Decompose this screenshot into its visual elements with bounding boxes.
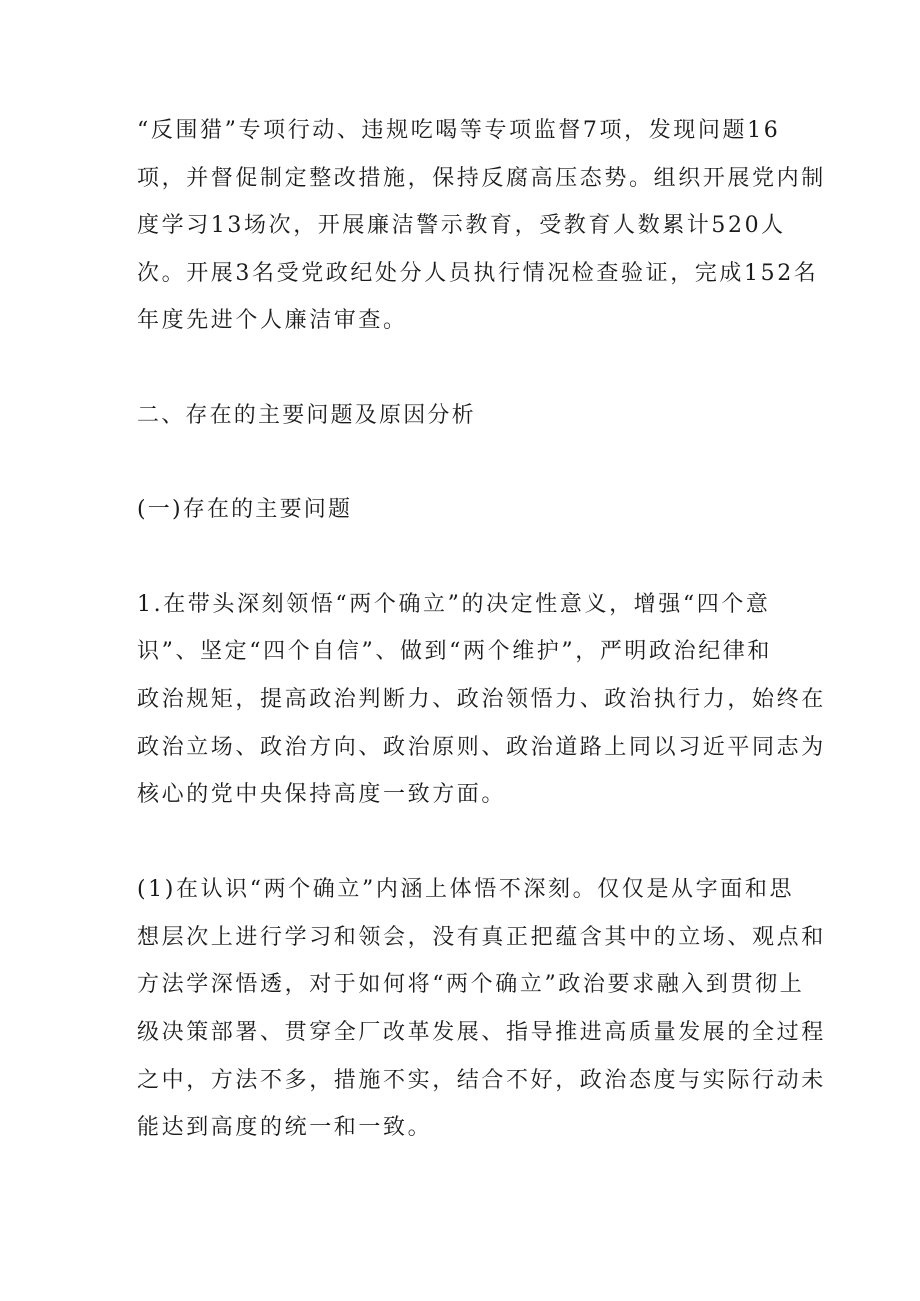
paragraph-1-line-1: “反围猎”专项行动、违规吃喝等专项监督7项，发现问题16 — [137, 118, 781, 143]
item-1-line-2: 识”、坚定“四个自信”、做到“两个维护”，严明政治纪律和 — [137, 639, 773, 664]
item-1-1-line-3: 方法学深悟透，对于如何将“两个确立”政治要求融入到贯彻上 — [137, 972, 805, 997]
item-1-line-3: 政治规矩，提高政治判断力、政治领悟力、政治执行力，始终在 — [137, 687, 826, 712]
item-1-1-line-2: 想层次上进行学习和领会，没有真正把蕴含其中的立场、观点和 — [137, 925, 826, 950]
item-1-line-1: 1.在带头深刻领悟“两个确立”的决定性意义，增强“四个意 — [137, 592, 771, 617]
section-heading: 二、存在的主要问题及原因分析 — [137, 403, 476, 428]
item-1-1-line-1: (1)在认识“两个确立”内涵上体悟不深刻。仅仅是从字面和思 — [137, 877, 795, 902]
item-1-1-line-6: 能达到高度的统一和一致。 — [137, 1115, 433, 1140]
item-1-line-4: 政治立场、政治方向、政治原则、政治道路上同以习近平同志为 — [137, 735, 826, 760]
paragraph-1-line-4: 次。开展3名受党政纪处分人员执行情况检查验证，完成152名 — [137, 261, 819, 286]
subsection-heading: (一)存在的主要问题 — [137, 497, 353, 522]
paragraph-1-line-3: 度学习13场次，开展廉洁警示教育，受教育人数累计520人 — [137, 213, 786, 238]
item-1-line-5: 核心的党中央保持高度一致方面。 — [137, 782, 507, 807]
item-1-1-line-4: 级决策部署、贯穿全厂改革发展、指导推进高质量发展的全过程 — [137, 1020, 826, 1045]
paragraph-1-line-2: 项，并督促制定整改措施，保持反腐高压态势。组织开展党内制 — [137, 166, 826, 191]
item-1-1-line-5: 之中，方法不多，措施不实，结合不好，政治态度与实际行动未 — [137, 1068, 826, 1093]
paragraph-1-line-5: 年度先进个人廉洁审查。 — [137, 308, 408, 333]
